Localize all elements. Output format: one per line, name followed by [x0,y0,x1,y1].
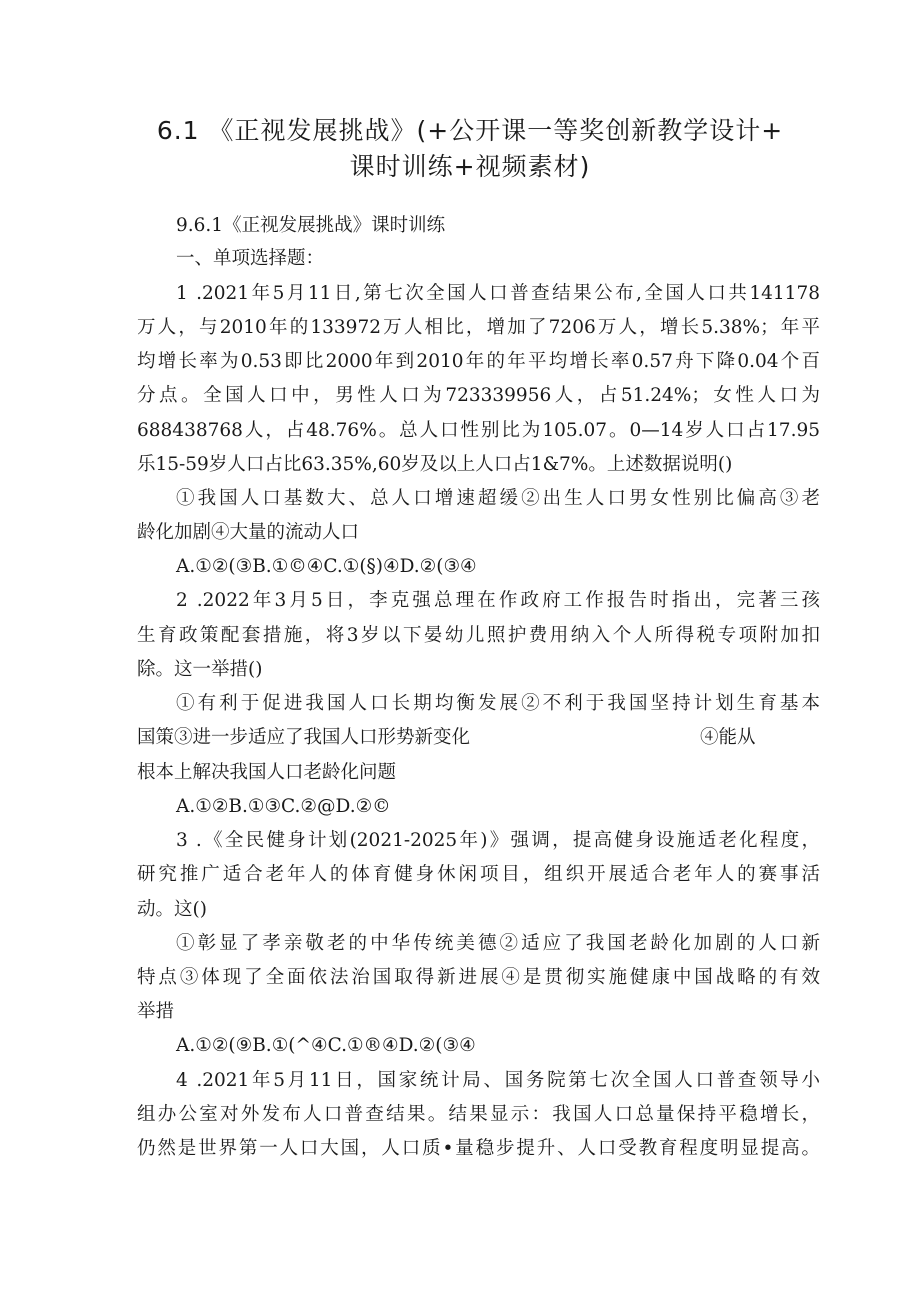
q4-stem-line: 4 .2021年5月11日，国家统计局、国务院第七次全国人口普查领导小 [176,1070,820,1091]
q3-statement-line: ①彰显了孝亲敬老的中华传统美德②适应了我国老龄化加剧的人口新 [176,933,820,954]
q2-statement-line: ①有利于促进我国人口长期均衡发展②不利于我国坚持计划生育基本 [176,693,820,714]
q4-stem-line: 组办公室对外发布人口普查结果。结果显示：我国人口总量保持平稳增长， [137,1104,820,1125]
q2-statement-fragment: ④能从 [700,727,756,748]
q2-statement-line: 国策③进一步适应了我国人口形势新变化 [137,727,471,748]
q2-statement-line: 根本上解决我国人口老龄化问题 [137,762,397,783]
q1-stem-line: 分点。全国人口中，男性人口为723339956人，占51.24%；女性人口为 [137,385,820,406]
q3-statement-line: 举措 [137,1001,175,1022]
q1-stem-line: 乐15-59岁人口占比63.35%,60岁及以上人口占1&7%。上述数据说明() [137,454,733,475]
q2-stem-line: 除。这一举措() [137,659,263,680]
q1-statement-line: ①我国人口基数大、总人口增速超缓②出生人口男女性别比偏高③老 [176,488,820,509]
section-heading: 9.6.1《正视发展挑战》课时训练 [176,215,446,236]
q1-stem-line: 688438768人，占48.76%。总人口性别比为105.07。0—14岁人口占17.95 [137,420,820,441]
q3-options: A.①②(⑨B.①(^④C.①®④D.②(③④ [176,1035,476,1056]
q2-stem-line: 生育政策配套措施，将3岁以下晏幼儿照护费用纳入个人所得税专项附加扣 [137,625,820,646]
q1-stem-line: 均增长率为0.53即比2000年到2010年的年平均增长率0.57舟下降0.04个百 [137,351,820,372]
q3-stem-line: 动。这() [137,899,207,920]
q3-stem-line: 研究推广适合老年人的体育健身休闲项目，组织开展适合老年人的赛事活 [137,864,820,885]
q1-statement-line: 龄化加剧④大量的流动人口 [137,522,360,543]
question-type-heading: 一、单项选择题： [176,248,325,269]
q2-stem-line: 2 .2022年3月5日，李克强总理在作政府工作报告时指出，完著三孩 [176,590,820,611]
q3-statement-line: 特点③体现了全面依法治国取得新进展④是贯彻实施健康中国战略的有效 [137,967,820,988]
q1-options: A.①②(③B.①©④C.①(§)④D.②(③④ [176,556,477,577]
q2-options: A.①②B.①③C.②@D.②© [176,796,391,817]
q1-stem-line: 万人，与2010年的133972万人相比，增加了7206万人，增长5.38%；年平 [137,317,820,338]
document-title-line-1: 6.1 《正视发展挑战》(+公开课一等奖创新教学设计+ [156,116,784,145]
document-title-line-2: 课时训练+视频素材) [349,152,591,181]
q3-stem-line: 3 .《全民健身计划(2021-2025年)》强调，提高健身设施适老化程度， [176,830,820,851]
q1-stem-line: 1 .2021年5月11日,第七次全国人口普查结果公布,全国人口共141178 [176,283,820,304]
q4-stem-line: 仍然是世界第一人口大国，人口质•量稳步提升、人口受教育程度明显提高。 [137,1138,820,1159]
